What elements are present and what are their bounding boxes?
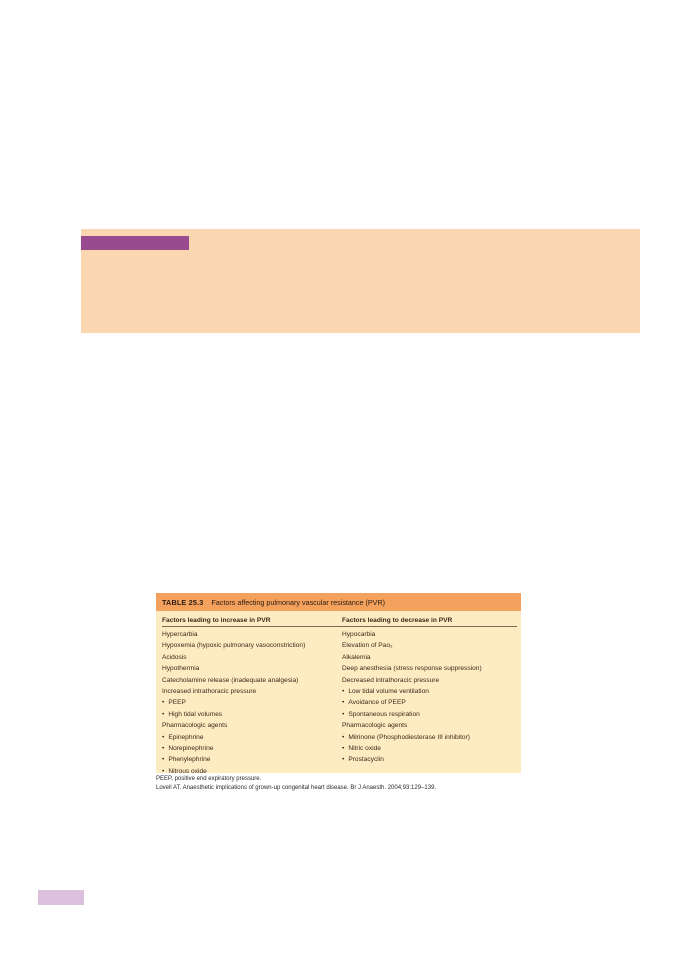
- increase-factor-row: • Nitrous oxide: [162, 766, 337, 777]
- increase-factor-row: Acidosis: [162, 653, 187, 661]
- decrease-factor-row: • Spontaneous respiration: [342, 709, 520, 720]
- table-footnotes: [156, 775, 556, 792]
- decrease-factor-row: Deep anesthesia (stress response suppression): [342, 665, 482, 673]
- table-number: TABLE 25.3: [162, 597, 204, 607]
- increase-factor-row: • PEEP: [162, 697, 337, 708]
- increase-factor-row: Catecholamine release (inadequate analgesia): [162, 676, 299, 684]
- increase-factor-row: Hypoxemia (hypoxic pulmonary vasoconstriction): [162, 642, 306, 650]
- increase-factor-row: Pharmacologic agents: [162, 722, 228, 730]
- increase-factor-row: Hypothermia: [162, 665, 200, 673]
- increase-factor-row: • High tidal volumes: [162, 709, 337, 720]
- column-header-increase: Factors leading to increase in PVR: [162, 617, 271, 624]
- increase-factor-row: • Norepinephrine: [162, 743, 337, 754]
- decrease-factor-row: • Nitric oxide: [342, 743, 520, 754]
- footnote-reference: Lovell AT. Anaesthetic implications of grown-up congenital heart disease. Br J Anaesth. 2004;93:129–139.: [156, 784, 437, 791]
- footnote-abbreviation: PEEP, positive end expiratory pressure.: [156, 776, 262, 782]
- decrease-factor-row: • Milrinone (Phosphodiesterase III inhibitor): [342, 732, 520, 743]
- increase-factor-row: Increased intrathoracic pressure: [162, 688, 257, 696]
- table-25-3: [156, 593, 521, 773]
- decrease-factor-list: [342, 629, 520, 766]
- decrease-factor-row: • Prostacyclin: [342, 754, 520, 765]
- page-number-marker: [38, 890, 84, 905]
- decrease-factor-row: Pharmacologic agents: [342, 722, 408, 730]
- table-title: Factors affecting pulmonary vascular resistance (PVR): [211, 597, 386, 607]
- increase-factor-row: • Epinephrine: [162, 732, 337, 743]
- increase-factor-row: Hypercarbia: [162, 631, 198, 638]
- decrease-factor-row: • Avoidance of PEEP: [342, 697, 520, 708]
- increase-factor-row: • Phenylephrine: [162, 754, 337, 765]
- decrease-factor-row: Hypocarbia: [342, 631, 376, 638]
- decrease-factor-row: • Low tidal volume ventilation: [342, 686, 520, 697]
- header-divider: [162, 626, 517, 627]
- table-header: [156, 593, 521, 611]
- decrease-factor-row: Decreased intrathoracic pressure: [342, 676, 440, 684]
- callout-label-tab: [81, 236, 189, 250]
- decrease-factor-row: Alkalemia: [342, 653, 371, 661]
- decrease-factor-row: Elevation of Pao₂: [342, 642, 393, 650]
- column-header-decrease: Factors leading to decrease in PVR: [342, 617, 453, 624]
- increase-factor-list: [162, 629, 337, 777]
